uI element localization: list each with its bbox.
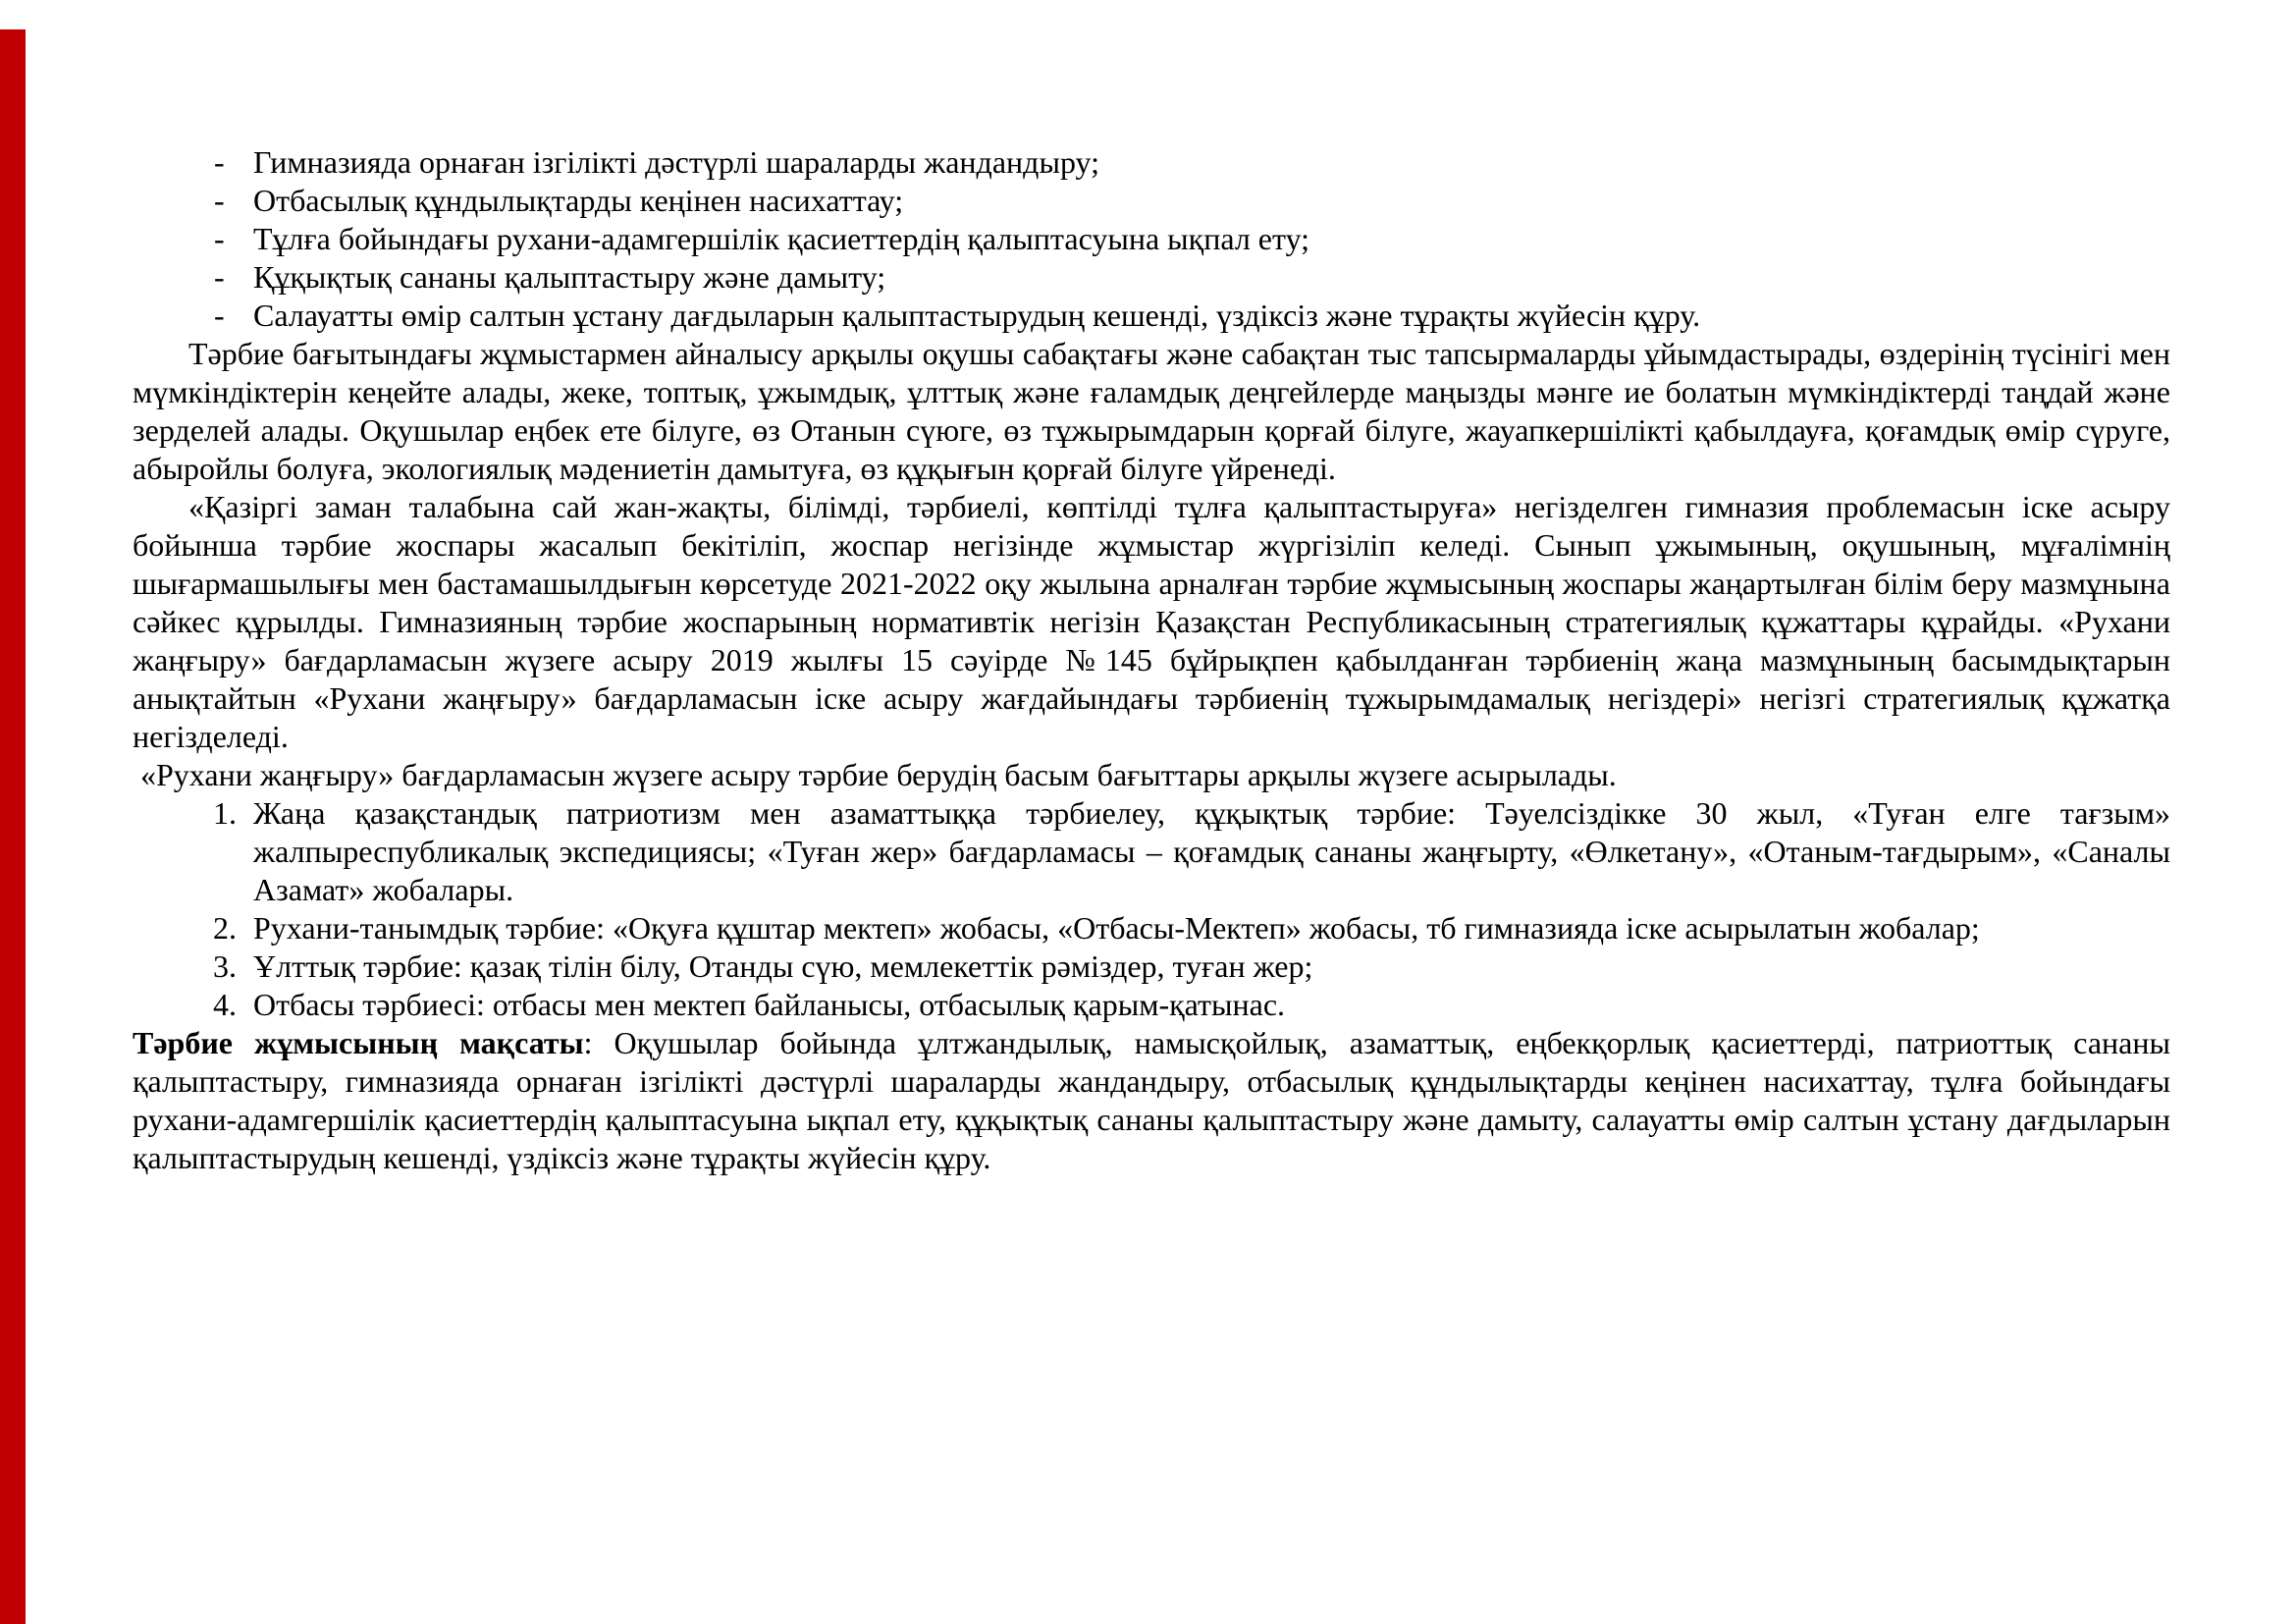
list-item bbox=[133, 182, 2170, 220]
bullet-text: Салауатты өмір салтын ұстану дағдыларын қалыптастырудың кешенді, үздіксіз және тұрақты жүйесін құру. bbox=[253, 298, 1701, 333]
bullet-text: Құқықтық сананы қалыптастыру және дамыту; bbox=[253, 259, 886, 295]
number-marker: 3. bbox=[213, 948, 237, 984]
bullet-text: Отбасылық құндылықтарды кеңінен насихаттау; bbox=[253, 183, 904, 218]
paragraph-rukhani-zhangyru: «Рухани жаңғыру» бағдарламасын жүзеге асыру тәрбие берудің басым бағыттары арқылы жүзеге асырылады. bbox=[140, 757, 1617, 792]
paragraph-upbringing-work: Тәрбие бағытындағы жұмыстармен айналысу арқылы оқушы сабақтағы және сабақтан тыс тапсырмаларды ұйымдастырады, өздерінің түсінігі мен мүмкіндіктерін кеңейте алады, жеке, топтық, ұжымдық, ұлттық және ғаламдық деңгейлерде маңызды мәнге ие болатын мүмкіндіктерді таңдай және зерделей алады. Оқушылар еңбек ете білуге, өз Отанын сүюге, өз тұжырымдарын қорғай білуге, жауапкершілікті қабылдауға, қоғамдық өмір сүруге, абыройлы болуға, экологиялық мәдениетін дамытуға, өз құқығын қорғай білуге үйренеді. bbox=[133, 336, 2170, 486]
dash-bullet-marker: - bbox=[214, 298, 225, 333]
paragraph-goal bbox=[133, 1024, 2170, 1177]
dash-bullet-marker: - bbox=[214, 144, 225, 180]
red-margin-bar bbox=[0, 29, 26, 1624]
number-marker: 4. bbox=[213, 987, 237, 1022]
number-marker: 2. bbox=[213, 910, 237, 946]
paragraph-gymnasium-plan: «Қазіргі заман талабына сай жан-жақты, білімді, тәрбиелі, көптілді тұлға қалыптастыруға» негізделген гимназия проблемасын іске асыру бойынша тәрбие жоспары жасалып бекітіліп, жоспар негізінде жұмыстар жүргізіліп келеді. Сынып ұжымының, оқушының, мұғалімнің шығармашылығы мен бастамашылдығын көрсетуде 2021-2022 оқу жылына арналған тәрбие жұмысының жоспары жаңартылған білім беру мазмұнына сәйкес құрылды. Гимназияның тәрбие жоспарының нормативтік негізін Қазақстан Республикасының стратегиялық құжаттары құрайды. «Рухани жаңғыру» бағдарламасын жүзеге асыру 2019 жылғы 15 сәуірде №145 бұйрықпен қабылданған тәрбиенің жаңа мазмұнының басымдықтарын анықтайтын «Рухани жаңғыру» бағдарламасын іске асыру жағдайындағы тәрбиенің тұжырымдамалық негіздері» негізгі стратегиялық құжатқа негізделеді. bbox=[133, 489, 2170, 754]
list-item bbox=[133, 947, 2170, 986]
document-page bbox=[133, 143, 2170, 1177]
numbered-item-text: Жаңа қазақстандық патриотизм мен азаматтыққа тәрбиелеу, құқықтық тәрбие: Тәуелсіздікке 30 жыл, «Туған елге тағзым» жалпыреспубликалық экспедициясы; «Туған жер» бағдарламасы – қоғамдық сананы жаңғырту, «Өлкетану», «Отаным-тағдырым», «Саналы Азамат» жобалары. bbox=[253, 795, 2170, 907]
numbered-item-text: Рухани-танымдық тәрбие: «Оқуға құштар мектеп» жобасы, «Отбасы-Мектеп» жобасы, тб гимназияда іске асырылатын жобалар; bbox=[253, 910, 1980, 946]
goal-text: : Оқушылар бойында ұлтжандылық, намысқойлық, азаматтық, еңбекқорлық қасиеттерді, патриоттық сананы қалыптастыру, гимназияда орнаған ізгілікті дәстүрлі шараларды жандандыру, отбасылық құндылықтарды кеңінен насихаттау, тұлға бойындағы рухани-адамгершілік қасиеттердің қалыптасуына ықпал ету, құқықтық сананы қалыптастыру және дамыту, салауатты өмір салтын ұстану дағдыларын қалыптастырудың кешенді, үздіксіз және тұрақты жүйесін құру. bbox=[133, 1025, 2171, 1175]
dash-bullet-marker: - bbox=[214, 183, 225, 218]
numbered-item-text: Отбасы тәрбиесі: отбасы мен мектеп байланысы, отбасылық қарым-қатынас. bbox=[253, 987, 1286, 1022]
list-item bbox=[133, 143, 2170, 182]
list-item bbox=[133, 794, 2170, 909]
list-item bbox=[133, 297, 2170, 335]
list-item bbox=[133, 258, 2170, 297]
bullet-text: Тұлға бойындағы рухани-адамгершілік қасиеттердің қалыптасуына ықпал ету; bbox=[253, 221, 1310, 256]
number-marker: 1. bbox=[213, 795, 237, 831]
goal-heading: Тәрбие жұмысының мақсаты bbox=[133, 1025, 584, 1060]
list-item bbox=[133, 986, 2170, 1024]
objectives-bullet-list bbox=[133, 143, 2170, 335]
dash-bullet-marker: - bbox=[214, 259, 225, 295]
dash-bullet-marker: - bbox=[214, 221, 225, 256]
list-item bbox=[133, 909, 2170, 947]
bullet-text: Гимназияда орнаған ізгілікті дәстүрлі шараларды жандандыру; bbox=[253, 144, 1099, 180]
numbered-item-text: Ұлттық тәрбие: қазақ тілін білу, Отанды сүю, мемлекеттік рәміздер, туған жер; bbox=[253, 948, 1313, 984]
list-item bbox=[133, 220, 2170, 258]
priority-directions-list bbox=[133, 794, 2170, 1024]
